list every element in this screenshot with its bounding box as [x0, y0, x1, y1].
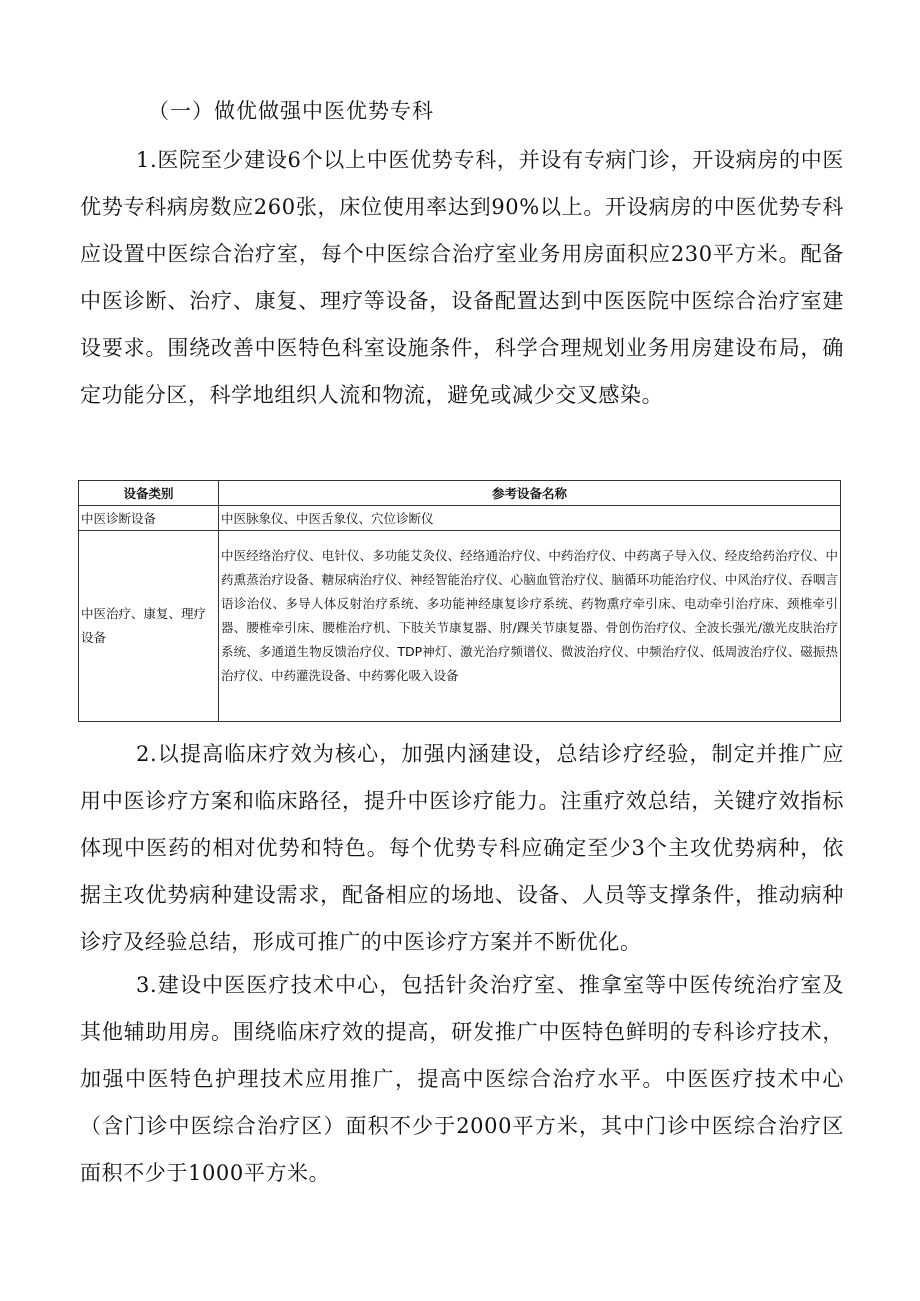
- header-equipment: 参考设备名称: [219, 481, 841, 506]
- cell-category: 中医治疗、康复、理疗设备: [79, 531, 219, 722]
- section-heading: （一）做优做强中医优势专科: [148, 99, 434, 123]
- table-row: [79, 531, 841, 722]
- paragraph-3: 3.建设中医医疗技术中心，包括针灸治疗室、推拿室等中医传统治疗室及其他辅助用房。围绕临床疗效的提高，研发推广中医特色鲜明的专科诊疗技术，加强中医特色护理技术应用推广，提高中医综合治疗水平。中医医疗技术中心（含门诊中医综合治疗区）面积不少于2000平方米，其中门诊中医综合治疗区面积不少于1000平方米。: [80, 973, 844, 1185]
- table-header-row: [79, 481, 841, 506]
- cell-category: 中医诊断设备: [79, 506, 219, 531]
- cell-equipment: [219, 531, 841, 722]
- paragraph-1: 1.医院至少建设6个以上中医优势专科，并设有专病门诊，开设病房的中医优势专科病房数应260张，床位使用率达到90%以上。开设病房的中医优势专科应设置中医综合治疗室，每个中医综合治疗室业务用房面积应230平方米。配备中医诊断、治疗、康复、理疗等设备，设备配置达到中医医院中医综合治疗室建设要求。围绕改善中医特色科室设施条件，科学合理规划业务用房建设布局，确定功能分区，科学地组织人流和物流，避免或减少交叉感染。: [80, 148, 844, 407]
- equipment-table: [78, 480, 841, 722]
- table-row: [79, 506, 841, 531]
- cell-equipment-text: 中医经络治疗仪、电针仪、多功能艾灸仪、经络通治疗仪、中药治疗仪、中药离子导入仪、经皮给药治疗仪、中药熏蒸治疗设备、糖尿病治疗仪、神经智能治疗仪、心脑血管治疗仪、脑循环功能治疗仪、中风治疗仪、吞咽言语诊治仪、多导人体反射治疗系统、多功能神经康复诊疗系统、药物熏疗牵引床、电动牵引治疗床、颈椎牵引器、腰椎牵引床、腰椎治疗机、下肢关节康复器、肘/踝关节康复器、骨创伤治疗仪、全波长强光/激光皮肤治疗系统、多通道生物反馈治疗仪、TDP神灯、激光治疗频谱仪、微波治疗仪、中频治疗仪、低周波治疗仪、磁振热治疗仪、中药灌洗设备、中药雾化吸入设备: [221, 548, 838, 683]
- header-category: 设备类别: [79, 481, 219, 506]
- paragraph-2: 2.以提高临床疗效为核心，加强内涵建设，总结诊疗经验，制定并推广应用中医诊疗方案和临床路径，提升中医诊疗能力。注重疗效总结，关键疗效指标体现中医药的相对优势和特色。每个优势专科应确定至少3个主攻优势病种，依据主攻优势病种建设需求，配备相应的场地、设备、人员等支撑条件，推动病种诊疗及经验总结，形成可推广的中医诊疗方案并不断优化。: [80, 742, 844, 954]
- cell-equipment: 中医脉象仪、中医舌象仪、穴位诊断仪: [219, 506, 841, 531]
